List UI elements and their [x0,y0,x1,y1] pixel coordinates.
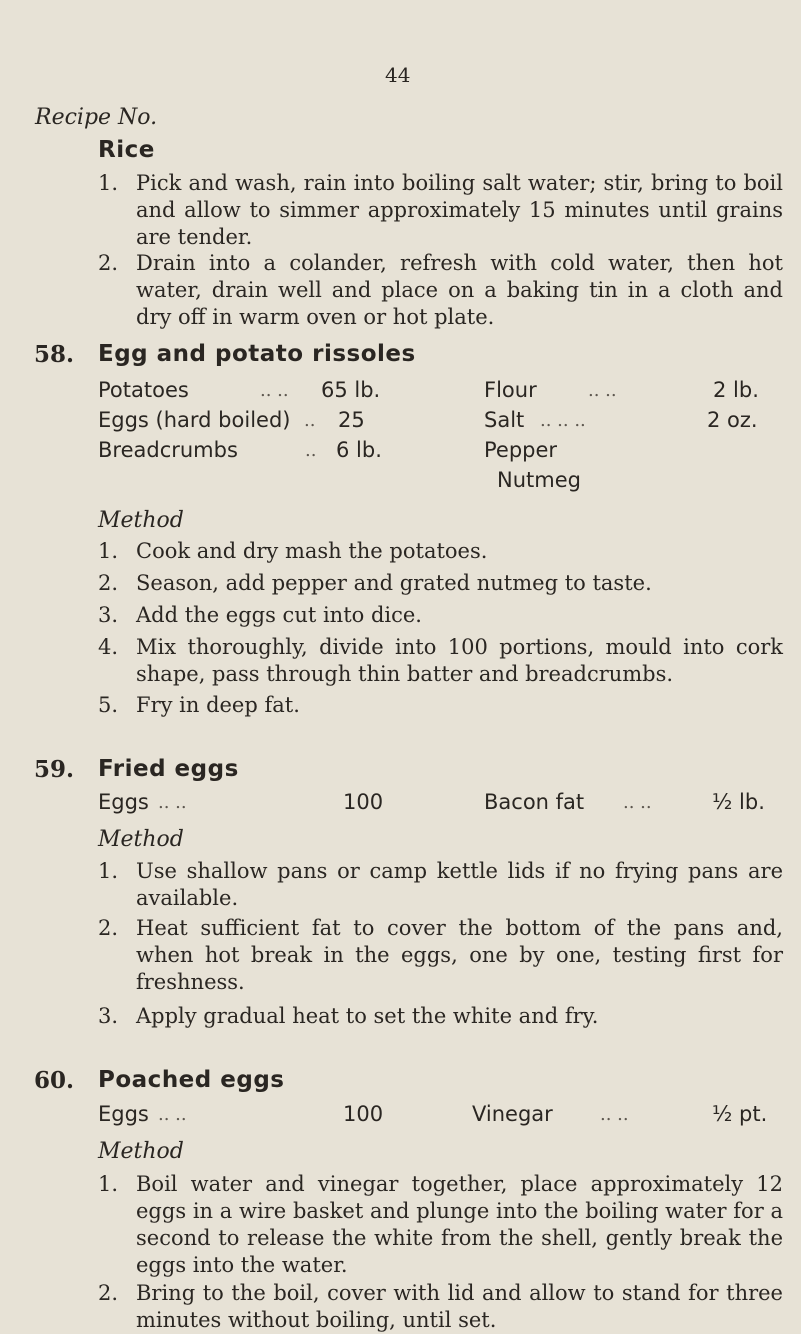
ingredient-qty: 100 [343,790,384,814]
leader-dots: .. [305,440,317,461]
step-text: Apply gradual heat to set the white and fry. [136,1004,599,1028]
step-number: 2. [98,1281,119,1305]
step-number: 2. [98,916,119,940]
method-label: Method [98,1139,184,1164]
step-number: 2. [98,251,119,275]
ingredient-qty: ½ lb. [712,790,765,814]
fried-eggs-step-1 [98,858,783,912]
ingredient-name: Bacon fat [484,790,585,814]
recipe-number-60: 60. [34,1067,75,1094]
leader-dots: .. .. [158,792,187,813]
rice-step-2 [98,250,783,331]
step-text: Use shallow pans or camp kettle lids if no frying pans are available. [136,859,783,910]
step-number: 2. [98,571,119,595]
step-number: 1. [98,859,119,883]
poached-eggs-step-2 [98,1280,783,1334]
page-number: 44 [385,63,411,87]
ingredient-name: Potatoes [98,378,189,402]
step-text: Fry in deep fat. [136,693,300,717]
recipe-title-poached-eggs: Poached eggs [98,1067,285,1093]
step-number: 5. [98,693,119,717]
step-text: Drain into a colander, refresh with cold water, then hot water, drain well and place on a baking tin in a cloth and dry off in warm oven or hot plate. [136,251,783,329]
ingredient-qty: 100 [343,1102,384,1126]
step-text: Bring to the boil, cover with lid and allow to stand for three minutes without boiling, until set. [136,1281,783,1332]
step-text: Pick and wash, rain into boiling salt water; stir, bring to boil and allow to simmer approximately 15 minutes until grains are tender. [136,171,783,249]
ingredient-qty: 25 [338,408,365,432]
recipe-number-58: 58. [34,341,75,368]
step-number: 1. [98,1172,119,1196]
leader-dots: .. .. [260,380,289,401]
ingredient-qty: 2 oz. [707,408,758,432]
leader-dots: .. .. .. [540,410,586,431]
step-text: Season, add pepper and grated nutmeg to taste. [136,571,652,595]
step-number: 3. [98,603,119,627]
ingredient-name: Flour [484,378,537,402]
leader-dots: .. .. [600,1104,629,1125]
fried-eggs-step-3 [98,1003,783,1030]
step-text: Add the eggs cut into dice. [136,603,422,627]
ingredient-name: Salt [484,408,525,432]
rissoles-step-5 [98,692,783,719]
step-number: 4. [98,635,119,659]
rissoles-step-1 [98,538,783,565]
ingredient-name: Eggs (hard boiled) [98,408,291,432]
recipe-number-59: 59. [34,756,75,783]
step-text: Heat sufficient fat to cover the bottom of the pans and, when hot break in the eggs, one by one, testing first for freshness. [136,916,783,994]
ingredient-name: Breadcrumbs [98,438,238,462]
fried-eggs-step-2 [98,915,783,996]
recipe-title-rice: Rice [98,137,155,163]
method-label: Method [98,508,184,533]
step-number: 1. [98,539,119,563]
ingredient-name: Pepper [484,438,558,462]
leader-dots: .. [304,410,316,431]
step-text: Mix thoroughly, divide into 100 portions, mould into cork shape, pass through thin batter and breadcrumbs. [136,635,783,686]
ingredient-name: Vinegar [472,1102,553,1126]
ingredient-qty: ½ pt. [712,1102,768,1126]
rice-step-1 [98,170,783,251]
poached-eggs-step-1 [98,1171,783,1279]
step-text: Boil water and vinegar together, place approximately 12 eggs in a wire basket and plunge into the boiling water for a second to release the white from the shell, gently break the eggs into the water. [136,1172,783,1277]
ingredient-name: Eggs [98,1102,149,1126]
ingredient-qty: 6 lb. [336,438,382,462]
method-label: Method [98,827,184,852]
ingredient-qty: 2 lb. [713,378,759,402]
step-number: 1. [98,171,119,195]
rissoles-step-3 [98,602,783,629]
ingredient-name: Nutmeg [497,468,581,492]
leader-dots: .. .. [623,792,652,813]
ingredient-qty: 65 lb. [321,378,381,402]
ingredient-name: Eggs [98,790,149,814]
rissoles-step-2 [98,570,783,597]
step-number: 3. [98,1004,119,1028]
recipe-title-rissoles: Egg and potato rissoles [98,341,416,367]
rissoles-step-4 [98,634,783,688]
recipe-no-heading: Recipe No. [35,105,158,130]
leader-dots: .. .. [158,1104,187,1125]
recipe-title-fried-eggs: Fried eggs [98,756,239,782]
leader-dots: .. .. [588,380,617,401]
step-text: Cook and dry mash the potatoes. [136,539,488,563]
